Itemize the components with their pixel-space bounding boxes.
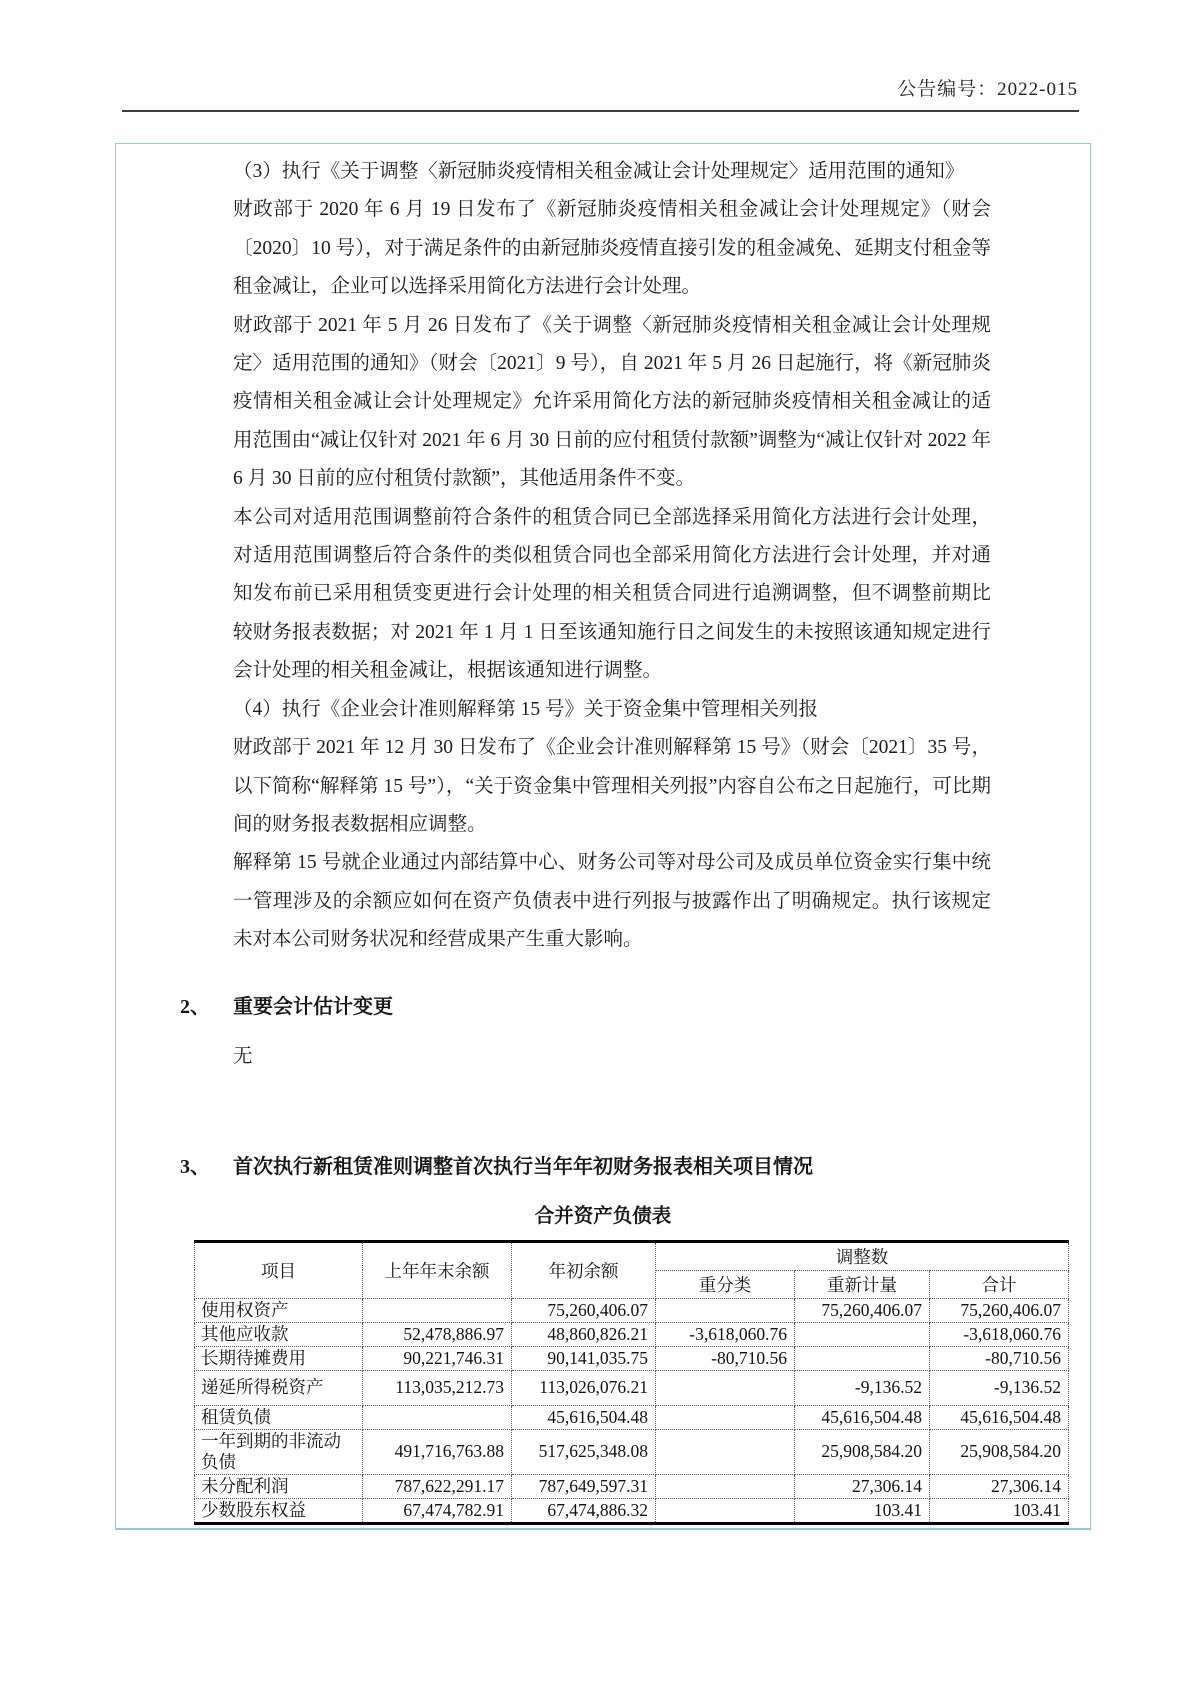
section-3-title: 首次执行新租赁准则调整首次执行当年年初财务报表相关项目情况 xyxy=(233,1155,813,1178)
cell-begin: 67,474,886.32 xyxy=(512,1498,656,1523)
cell-remeasure: 75,260,406.07 xyxy=(795,1298,930,1322)
table-header-row-1 xyxy=(195,1241,1069,1270)
cell-remeasure: 27,306.14 xyxy=(795,1474,930,1498)
header-rule xyxy=(122,110,1079,112)
table-row xyxy=(195,1322,1069,1346)
column-header-adjustments: 调整数 xyxy=(656,1241,1069,1270)
paragraph: 财政部于 2021 年 5 月 26 日发布了《关于调整〈新冠肺炎疫情相关租金减让会计处理规定〉适用范围的通知》（财会〔2021〕9 号），自 2021 年 5 月 26 日起施行，将《新冠肺炎疫情相关租金减让会计处理规定》允许采用简化方法的新冠肺炎疫情相关租金减让的适用范围由“减让仅针对 2021 年 6 月 30 日前的应付租赁付款额”调整为“减让仅针对 2022 年 6 月 30 日前的应付租赁付款额”，其他适用条件不变。 xyxy=(233,314,991,490)
cell-begin: 517,625,348.08 xyxy=(512,1429,656,1474)
cell-remeasure: 25,908,584.20 xyxy=(795,1429,930,1474)
column-header-prev-year-end: 上年年末余额 xyxy=(363,1241,512,1298)
cell-reclass xyxy=(656,1498,795,1523)
cell-item: 使用权资产 xyxy=(195,1298,363,1322)
cell-prev: 787,622,291.17 xyxy=(363,1474,512,1498)
table-row xyxy=(195,1370,1069,1405)
cell-item: 其他应收款 xyxy=(195,1322,363,1346)
cell-prev: 491,716,763.88 xyxy=(363,1429,512,1474)
cell-item: 租赁负债 xyxy=(195,1405,363,1429)
cell-total: 45,616,504.48 xyxy=(930,1405,1069,1429)
cell-remeasure xyxy=(795,1346,930,1370)
table-row xyxy=(195,1298,1069,1322)
column-header-reclass: 重分类 xyxy=(656,1270,795,1298)
cell-remeasure: 103.41 xyxy=(795,1498,930,1523)
cell-begin: 48,860,826.21 xyxy=(512,1322,656,1346)
table-row xyxy=(195,1405,1069,1429)
cell-reclass xyxy=(656,1429,795,1474)
cell-prev xyxy=(363,1298,512,1322)
content-box xyxy=(115,143,1091,1530)
column-header-year-begin: 年初余额 xyxy=(512,1241,656,1298)
cell-item: 未分配利润 xyxy=(195,1474,363,1498)
balance-sheet-table xyxy=(194,1240,1069,1525)
cell-total: 103.41 xyxy=(930,1498,1069,1523)
section-3-number: 3、 xyxy=(180,1155,210,1178)
cell-item: 长期待摊费用 xyxy=(195,1346,363,1370)
balance-sheet-title: 合并资产负债表 xyxy=(534,1205,672,1227)
cell-prev: 52,478,886.97 xyxy=(363,1322,512,1346)
column-header-total: 合计 xyxy=(930,1270,1069,1298)
cell-remeasure: 45,616,504.48 xyxy=(795,1405,930,1429)
cell-prev: 67,474,782.91 xyxy=(363,1498,512,1523)
cell-total: -80,710.56 xyxy=(930,1346,1069,1370)
cell-reclass xyxy=(656,1405,795,1429)
paragraph-3-heading: （3）执行《关于调整〈新冠肺炎疫情相关租金减让会计处理规定〉适用范围的通知》 xyxy=(233,161,965,182)
cell-total: -9,136.52 xyxy=(930,1370,1069,1405)
cell-item: 递延所得税资产 xyxy=(195,1370,363,1405)
paragraph-4-heading: （4）执行《企业会计准则解释第 15 号》关于资金集中管理相关列报 xyxy=(233,698,819,720)
table-row xyxy=(195,1346,1069,1370)
section-2-body: 无 xyxy=(233,1045,253,1067)
cell-total: -3,618,060.76 xyxy=(930,1322,1069,1346)
cell-reclass: -80,710.56 xyxy=(656,1346,795,1370)
cell-begin: 113,026,076.21 xyxy=(512,1370,656,1405)
section-2-heading xyxy=(180,988,1090,1026)
section-3-heading xyxy=(180,1148,1090,1186)
cell-remeasure: -9,136.52 xyxy=(795,1370,930,1405)
paragraph: 财政部于 2020 年 6 月 19 日发布了《新冠肺炎疫情相关租金减让会计处理规定》（财会〔2020〕10 号），对于满足条件的由新冠肺炎疫情直接引发的租金减免、延期支付租金等租金减让，企业可以选择采用简化方法进行会计处理。 xyxy=(233,199,991,298)
cell-begin: 45,616,504.48 xyxy=(512,1405,656,1429)
cell-item: 少数股东权益 xyxy=(195,1498,363,1523)
cell-begin: 90,141,035.75 xyxy=(512,1346,656,1370)
cell-reclass: -3,618,060.76 xyxy=(656,1322,795,1346)
cell-begin: 75,260,406.07 xyxy=(512,1298,656,1322)
cell-prev: 90,221,746.31 xyxy=(363,1346,512,1370)
cell-total: 27,306.14 xyxy=(930,1474,1069,1498)
section-2-title: 重要会计估计变更 xyxy=(233,995,393,1018)
cell-reclass xyxy=(656,1370,795,1405)
cell-total: 75,260,406.07 xyxy=(930,1298,1069,1322)
cell-begin: 787,649,597.31 xyxy=(512,1474,656,1498)
table-row xyxy=(195,1498,1069,1523)
paragraph: 财政部于 2021 年 12 月 30 日发布了《企业会计准则解释第 15 号》（财会〔2021〕35 号，以下简称“解释第 15 号”），“关于资金集中管理相关列报”内容自公布之日起施行，可比期间的财务报表数据相应调整。 xyxy=(233,737,991,835)
paragraph: 解释第 15 号就企业通过内部结算中心、财务公司等对母公司及成员单位资金实行集中统一管理涉及的余额应如何在资产负债表中进行列报与披露作出了明确规定。执行该规定未对本公司财务状况和经营成果产生重大影响。 xyxy=(233,852,991,951)
column-header-item: 项目 xyxy=(195,1241,363,1298)
table-row xyxy=(195,1429,1069,1474)
cell-remeasure xyxy=(795,1322,930,1346)
section-2-number: 2、 xyxy=(180,995,210,1018)
cell-total: 25,908,584.20 xyxy=(930,1429,1069,1474)
body-paragraphs xyxy=(233,153,991,960)
cell-prev xyxy=(363,1405,512,1429)
cell-reclass xyxy=(656,1298,795,1322)
paragraph: 本公司对适用范围调整前符合条件的租赁合同已全部选择采用简化方法进行会计处理，对适用范围调整后符合条件的类似租赁合同也全部采用简化方法进行会计处理，并对通知发布前已采用租赁变更进行会计处理的相关租赁合同进行追溯调整，但不调整前期比较财务报表数据；对 2021 年 1 月 1 日至该通知施行日之间发生的未按照该通知规定进行会计处理的相关租金减让，根据该通知进行调整。 xyxy=(233,506,991,682)
column-header-remeasure: 重新计量 xyxy=(795,1270,930,1298)
cell-prev: 113,035,212.73 xyxy=(363,1370,512,1405)
table-row xyxy=(195,1474,1069,1498)
notice-number: 公告编号：2022-015 xyxy=(897,79,1078,100)
cell-item: 一年到期的非流动负债 xyxy=(195,1429,363,1474)
cell-reclass xyxy=(656,1474,795,1498)
